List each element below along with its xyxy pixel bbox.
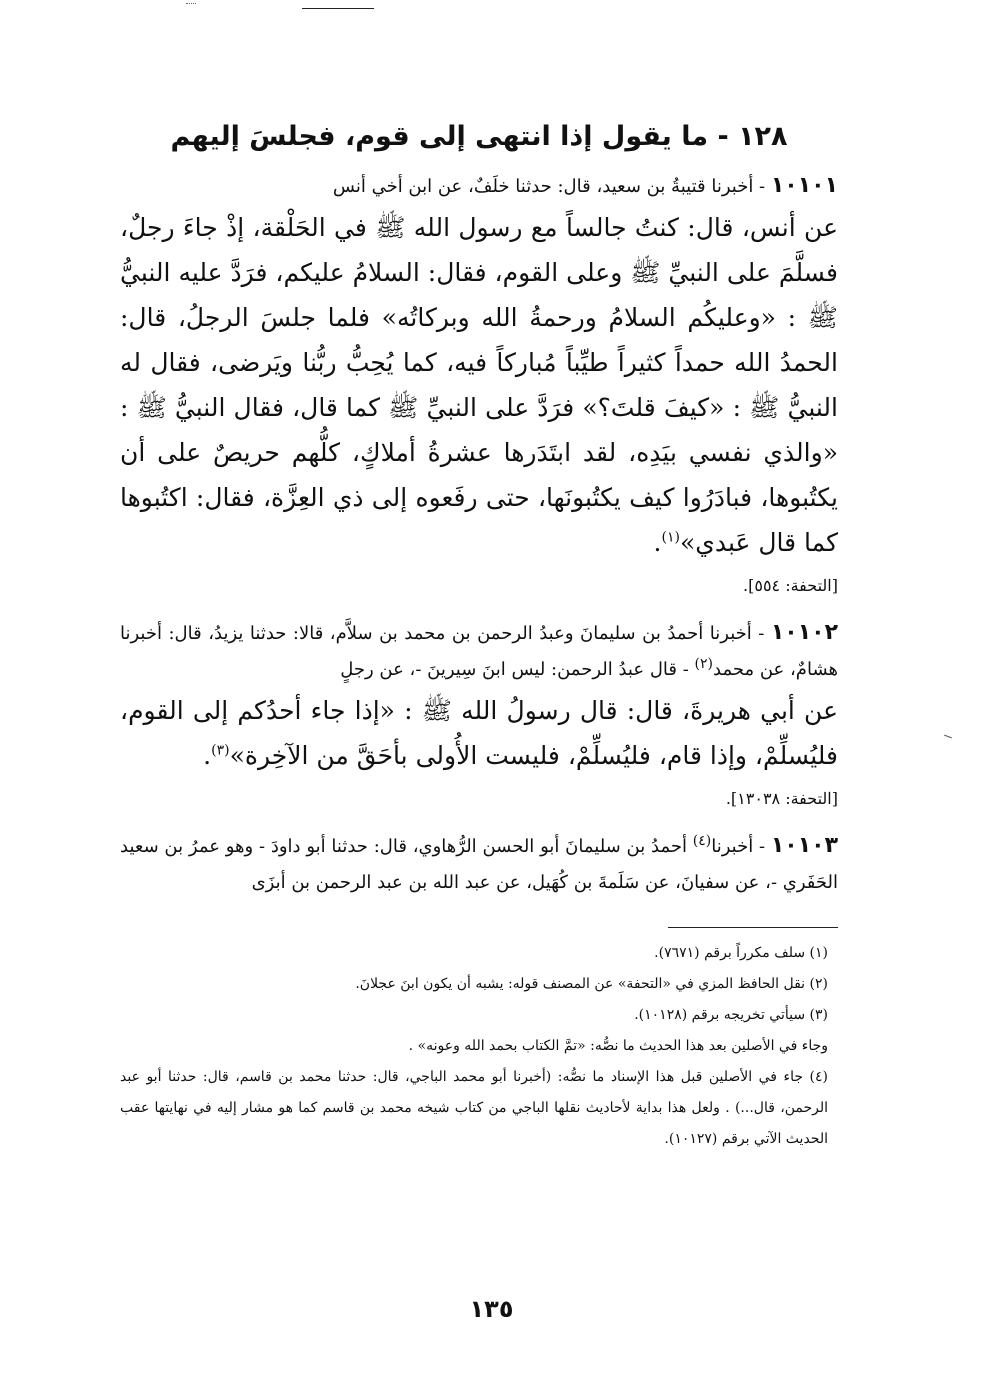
footnotes-list xyxy=(120,938,838,1155)
footnote-item: (٣) سيأتي تخريجه برقم (١٠١٢٨). xyxy=(634,1007,828,1023)
tuhfa-reference: [التحفة: ٥٥٤]. xyxy=(743,576,838,595)
page-number: ١٣٥ xyxy=(469,1295,514,1323)
hadith-number: ١٠١٠٢ xyxy=(770,620,838,645)
isnad-tail-text: أحمدُ بن سليمانَ أبو الحسن الرُّهاوي، قال: حدثنا أبو داودَ - وهو عمرُ بن سعيد الحَفَري -، عن سفيانَ، عن سَلَمةَ بن كُهَيل، عن عبد الله بن عبد الرحمن بن أبزَى xyxy=(120,836,838,893)
isnad-text: - أخبرنا xyxy=(711,836,766,857)
footnote-marker: (٤) xyxy=(692,833,712,849)
tuhfa-reference: [التحفة: ١٣٠٣٨]. xyxy=(725,789,838,808)
hadith-isnad xyxy=(120,168,838,205)
footnote-item: (١) سلف مكرراً برقم (٧٦٧١). xyxy=(654,945,828,961)
isnad-tail-text: - قال عبدُ الرحمن: ليس ابنَ سِيرينَ -، عن رجلٍ xyxy=(340,659,689,680)
hadith-matn: عن أنس، قال: كنتُ جالساً مع رسول الله ﷺ في الحَلْقة، إذْ جاءَ رجلٌ، فسلَّمَ على النبيِّ ﷺ وعلى القوم، فقال: السلامُ عليكم، فرَدَّ عليه النبيُّ ﷺ : «وعليكُم السلامُ ورحمةُ الله وبركاتُه» فلما جلسَ الرجلُ، قال: الحمدُ الله حمداً كثيراً طيِّباً مُباركاً فيه، كما يُحِبُّ ربُّنا ويَرضى، فقال له النبيُّ ﷺ : «كيفَ قلتَ؟» فرَدَّ على النبيِّ ﷺ كما قال، فقال النبيُّ ﷺ : «والذي نفسي بيَدِه، لقد ابتَدَرها عشرةُ أملاكٍ، كلُّهم حريصٌ على أن يكتُبوها، فبادَرُوا كيف يكتُبونَها، حتى رفَعوه إلى ذي العِزَّة، فقال: اكتُبوها كما قال عَبدي»$^{(١)}$. xyxy=(120,213,838,557)
hadith-number: ١٠١٠١ xyxy=(770,173,838,198)
matn-text: عن أبي هريرةَ، قال: قال رسولُ الله ﷺ : «إذا جاء أحدُكم إلى القوم، فليُسلِّمْ، وإذا قام، فليُسلِّمْ، فليست الأُولى بأحَقَّ من الآخِرة» xyxy=(120,696,838,770)
top-rule-divider xyxy=(302,8,374,9)
footnote-separator xyxy=(668,927,838,928)
footnote-marker: (١) xyxy=(661,529,680,546)
hadith-matn: عن أبي هريرةَ، قال: قال رسولُ الله ﷺ : «إذا جاء أحدُكم إلى القوم، فليُسلِّمْ، وإذا قام، فليُسلِّمْ، فليست الأُولى بأحَقَّ من الآخِرة»$^{(٣)}$. xyxy=(120,696,838,770)
isnad-text: - أخبرنا أحمدُ بن سليمانَ وعبدُ الرحمن بن محمد بن سلاَّم، قالا: حدثنا يزيدُ، قال: أخبرنا هشامٌ، عن محمد xyxy=(120,623,838,680)
hadith-10102 xyxy=(120,615,838,814)
hadith-10101 xyxy=(120,168,838,601)
top-dots-divider xyxy=(186,3,196,4)
hadith-10103 xyxy=(120,828,838,901)
hadith-isnad xyxy=(120,615,838,688)
matn-text: عن أنس، قال: كنتُ جالساً مع رسول الله ﷺ في الحَلْقة، إذْ جاءَ رجلٌ، فسلَّمَ على النبيِّ ﷺ وعلى القوم، فقال: السلامُ عليكم، فرَدَّ عليه النبيُّ ﷺ : «وعليكُم السلامُ ورحمةُ الله وبركاتُه» فلما جلسَ الرجلُ، قال: الحمدُ الله حمداً كثيراً طيِّباً مُباركاً فيه، كما يُحِبُّ ربُّنا ويَرضى، فقال له النبيُّ ﷺ : «كيفَ قلتَ؟» فرَدَّ على النبيِّ ﷺ كما قال، فقال النبيُّ ﷺ : «والذي نفسي بيَدِه، لقد ابتَدَرها عشرةُ أملاكٍ، كلُّهم حريصٌ على أن يكتُبوها، فبادَرُوا كيف يكتُبونَها، حتى رفَعوه إلى ذي العِزَّة، فقال: اكتُبوها كما قال عَبدي» xyxy=(120,213,838,557)
footnote-item: (٤) جاء في الأصلين قبل هذا الإسناد ما نصُّه: (أخبرنا أبو محمد الباجي، قال: حدثنا محمد بن قاسم، قال: حدثنا أبو عبد الرحمن، قال...) . ولعل هذا بداية لأحاديث نقلها الباجي من كتاب شيخه محمد بن قاسم كما هو مشار إليه في نهايتها عقب الحديث الآتي برقم (١٠١٢٧). xyxy=(120,1069,828,1147)
footnote-item: (٢) نقل الحافظ المزي في «التحفة» عن المصنف قوله: يشبه أن يكون ابنَ عجلانَ. xyxy=(355,976,828,992)
hadith-number: ١٠١٠٣ xyxy=(770,833,838,858)
footnote-marker: (٣) xyxy=(211,742,230,759)
hadith-isnad xyxy=(120,828,838,901)
isnad-text: - أخبرنا قتيبةُ بن سعيد، قال: حدثنا خلَفٌ، عن ابن أخي أنس xyxy=(332,176,766,197)
footnote-marker: (٢) xyxy=(694,656,713,672)
footnote-item: وجاء في الأصلين بعد هذا الحديث ما نصُّه: «تمَّ الكتاب بحمد الله وعونه» . xyxy=(408,1038,828,1054)
page-content xyxy=(120,110,838,1155)
margin-mark xyxy=(944,735,952,739)
chapter-title: ١٢٨ - ما يقول إذا انتهى إلى قوم، فجلسَ إليهم xyxy=(170,121,788,152)
